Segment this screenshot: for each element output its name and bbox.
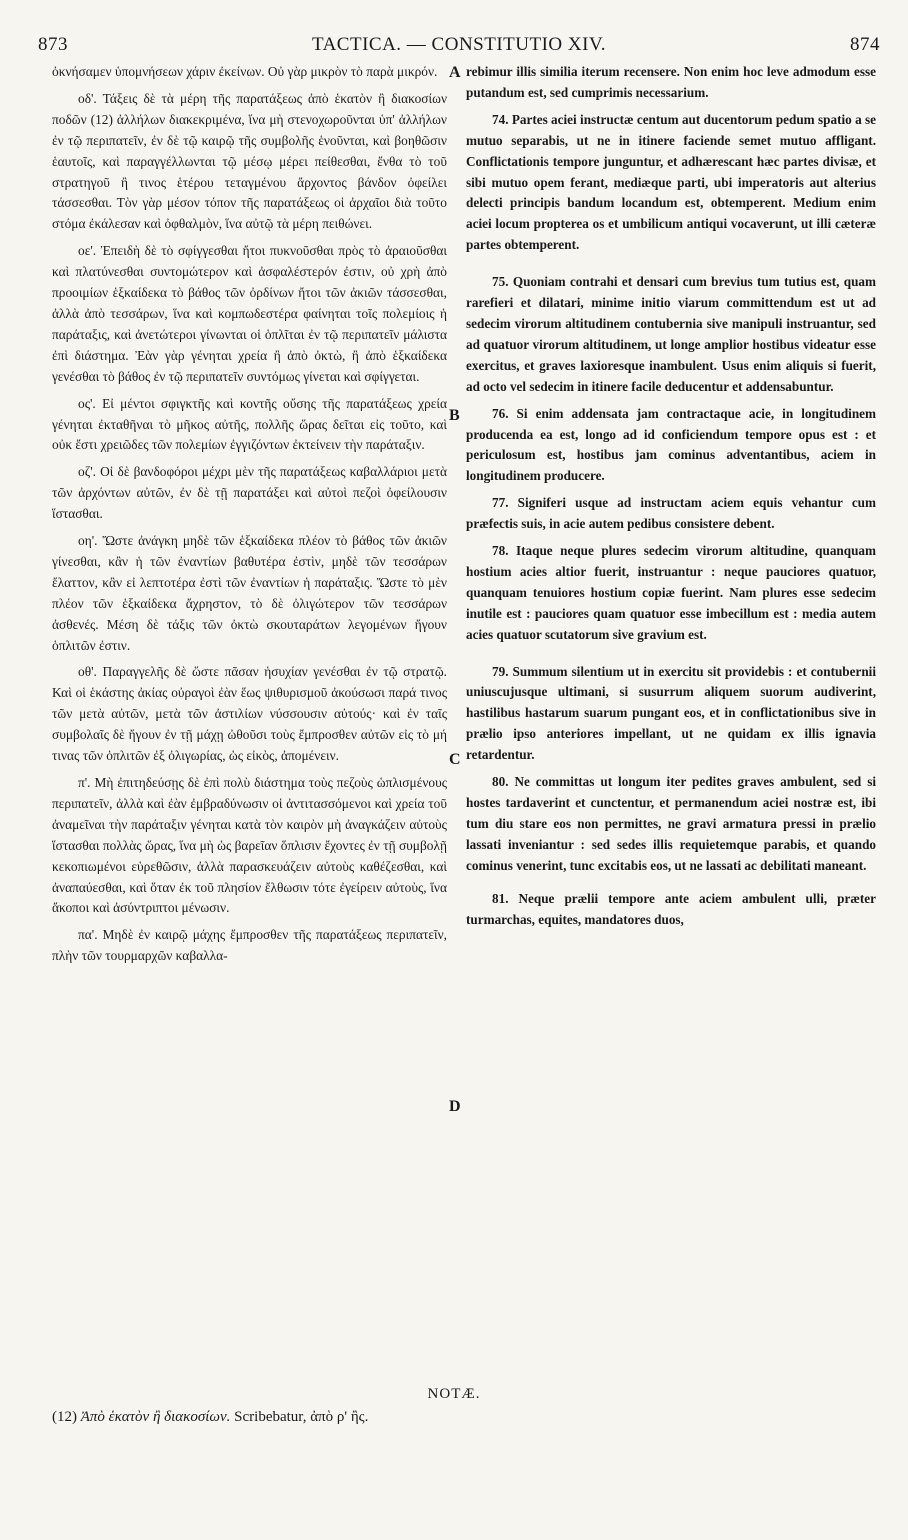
margin-marker-a: A — [449, 64, 461, 81]
latin-paragraph: 80. Ne committas ut longum iter pedites graves ambulent, sed si hostes tardaverint et cunctentur, et permanendum aciei nostræ est, ibi tum diu stare eos non permittes, ne gravi armatura pressi in prælio lassati inveniantur : sed sedes illis requietemque parabis, et quando cominus venerint, tunc excitabis eos, ut ne lassati ac debilitati maneant. — [466, 774, 876, 873]
greek-paragraph: ος'. Εἰ μέντοι σφιγκτῆς καὶ κοντῆς οὔσης τῆς παρατάξεως χρεία γένηται ἐκταθῆναι τὸ μῆκος αὐτῆς, πολλῆς ὥρας δεῖται εἰς τοῦτο, καὶ οὐκ ἔστι χρειῶδες τῶν πολεμίων ἐγγιζόντων ἐκτείνειν τὴν παράταξιν. — [52, 395, 447, 453]
latin-paragraph: 78. Itaque neque plures sedecim virorum altitudine, quanquam hostium acies altior fuerit, instruantur : neque pauciores quatuor, quanquam tenuiores hostium copiæ fuerint. Nam plures esse sedecim inutile est : pauciores quam quatuor esse imbecillum est : media autem acies quatuor scutatorum sive gravium est. — [466, 543, 876, 642]
footnote-greek: Ἀπὸ ἑκατὸν ἢ διακοσίων. — [80, 1409, 231, 1425]
greek-paragraph: οη'. Ὥστε ἀνάγκη μηδὲ τῶν ἑξκαίδεκα πλέον τὸ βάθος τῶν ἀκιῶν γίνεσθαι, κἂν ἡ τῶν ἐναντίων βαθυτέρα ἐστὶν, μηδὲ τῶν τεσσάρων ἔλαττον, κἂν εἰ λεπτοτέρα ἐστὶ τῶν ἐναντίων ἡ παράταξις. Ὥστε τὸ μὲν πλέον τῶν ἑξκαίδεκα ἄχρηστον, τὸ δὲ ὀλιγώτερον τῶν τεσσάρων ἀσθενές. Μέση δὲ τάξις τῶν ὀκτὼ σκουταράτων λεγομένων ἤγουν ὁπλιτῶν ἐστιν. — [52, 533, 447, 653]
page-number-left: 873 — [38, 34, 68, 55]
margin-marker-c: C — [449, 751, 461, 768]
latin-paragraph: rebimur illis similia iterum recensere. Non enim hoc leve admodum esse putandum est, sed cumprimis necessarium. — [466, 64, 876, 100]
margin-marker-d: D — [449, 1098, 461, 1115]
latin-column — [466, 62, 876, 930]
page-header — [38, 34, 880, 60]
footnote — [52, 1409, 872, 1426]
greek-paragraph: ὀκνήσαμεν ὑπομνήσεων χάριν ἐκείνων. Οὐ γὰρ μικρὸν τὸ παρὰ μικρόν. — [52, 64, 438, 79]
latin-paragraph: 77. Signiferi usque ad instructam aciem equis vehantur cum præfectis suis, in acie autem pedibus consistere debent. — [466, 495, 876, 532]
page-number-right: 874 — [849, 34, 880, 55]
latin-paragraph: 75. Quoniam contrahi et densari cum brevius tum tutius est, quam rarefieri et dilatari, minime initio viarum committendum est ut ad sedecim virorum altitudinem contubernia sive manipuli instruantur, sed ad quatuor virorum altitudinem, ut longe amplior hostibus videatur esse exercitus, et graves laxioresque inambulent. Usus enim aliquis si fuerit, ad octo vel sedecim in itinere facile deducentur et addensabuntur. — [466, 274, 876, 394]
greek-column — [52, 62, 447, 967]
greek-paragraph: πα'. Μηδὲ ἐν καιρῷ μάχης ἔμπροσθεν τῆς παρατάξεως περιπατεῖν, πλὴν τῶν τουρμαρχῶν καβαλλα- — [52, 927, 447, 964]
greek-paragraph: οζ'. Οἱ δὲ βανδοφόροι μέχρι μὲν τῆς παρατάξεως καβαλλάριοι μετὰ τῶν ἀρχόντων αὐτῶν, ἐν δὲ τῇ παρατάξει καὶ αὐτοὶ πεζοὶ ὀφείλουσιν ἵστασθαι. — [52, 464, 447, 522]
latin-paragraph: 76. Si enim addensata jam contractaque acie, in longitudinem producenda ea est, longo ad id conficiendum tempore opus est : et periculosum est, hostibus jam cominus adventantibus, aciem in longitudinem producere. — [466, 405, 876, 484]
notes-heading: NOTÆ. — [427, 1386, 481, 1402]
latin-paragraph: 74. Partes aciei instructæ centum aut ducentorum pedum spatio a se mutuo separabis, ut ne in itinere faciende semet mutuo affligant. Conflictationis tempore junguntur, et adhærescant hæc partes divisæ, et sibi mutuo opem ferant, mediæque parti, ubi imperatoris aut alterius delecti principis bandum locandum est, obtemperent. Medium enim aciei locum propterea os et umbilicum antiqui vocaverunt, ut illi cæteræ partes obtemperent. — [466, 111, 876, 253]
latin-paragraph: 81. Neque prælii tempore ante aciem ambulent ulli, præter turmarchas, equites, mandatores duos, — [466, 890, 876, 927]
footnote-latin: Scribebatur, — [234, 1409, 307, 1425]
greek-paragraph: π'. Μὴ ἐπιτηδεύσῃς δὲ ἐπὶ πολὺ διάστημα τοὺς πεζοὺς ὡπλισμένους περιπατεῖν, ἀλλὰ καὶ ἐὰν ἐμβραδύνωσιν οἱ ἀντιτασσόμενοι καὶ χρεία τοῦ ἀναμεῖναι τὴν παράταξιν γένηται κατὰ τὸν καιρὸν μὴ ἀναγκάζειν αὐτοὺς ἵστασθαι πολλὰς ὥρας, ἵνα μὴ ὡς βαρεῖαν ὅπλισιν ἔχοντες ἐν τῇ συμβολῇ κεκοπιωμένοι εὑρεθῶσιν, ἀλλὰ παρασκευάζειν αὐτοὺς καθέζεσθαι, καὶ ἀναπαύεσθαι, καὶ ὅταν ἐκ τοῦ πλησίον ἔλθωσιν τότε ἐγείρειν αὐτοὺς, ἵνα ἄκοποι καὶ ἀσύντριπτοι μένωσιν. — [52, 775, 447, 916]
greek-paragraph: οθ'. Παραγγελῆς δὲ ὥστε πᾶσαν ἡσυχίαν γενέσθαι ἐν τῷ στρατῷ. Καὶ οἱ ἑκάστης ἀκίας οὐραγοὶ ἐὰν ἕως ψιθυρισμοῦ ἀκούσωσι παρά τινος τῶν μετὰ αὐτῶν, μετὰ τῶν ἀστιλίων νύσσουσιν αὐτούς· καὶ ἐν ταῖς συμβολαῖς δὲ ἤγουν ἐν τῇ μάχῃ ὠθοῦσι τοὺς ἔμπροσθεν αὐτῶν εἰς τὸ μή τινας τῶν ὁπλιτῶν ἐξ ὀλιγωρίας, ὡς εἰκὸς, ἀπομένειν. — [52, 664, 447, 764]
footnote-number: (12) — [52, 1409, 77, 1425]
footnote-tail: ἀπὸ ρ' ἢς. — [310, 1409, 369, 1425]
greek-paragraph: οδ'. Τάξεις δὲ τὰ μέρη τῆς παρατάξεως ἀπὸ ἑκατὸν ἢ διακοσίων ποδῶν (12) ἀλλήλων διακεκριμένα, ἵνα μὴ στενοχωροῦνται ὑπ' ἀλλήλων ἐν τῷ περιπατεῖν, ἐν δὲ τῷ καιρῷ τῆς συμβολῆς ἑνοῦνται, καὶ βοηθῶσιν ἑαυτοῖς, καὶ παραγγέλλωνται τῷ μέσῳ μέρει πείθεσθαι, ἔνθα τὸ τοῦ στρατηγοῦ ἢ τινος ἑτέρου τεταγμένου ἄρχοντος βάνδον ὀφείλει τάσσεσθαι. Τὸν γὰρ μέσον τόπον τῆς παρατάξεως οἱ ἀρχαῖοι διὰ τοῦτο στόμα ἐκάλεσαν καὶ ὀφθαλμὸν, ἵνα αὐτῷ τὰ μέρη πειθώνει. — [52, 90, 447, 232]
margin-marker-b: B — [449, 407, 460, 424]
running-title: TACTICA. — CONSTITUTIO XIV. — [312, 34, 606, 55]
latin-paragraph: 79. Summum silentium ut in exercitu sit providebis : et contubernii uniuscujusque ultimani, si susurrum aliquem suorum audiverint, hastilibus hastarum suarum pungant eos, et in conflictationibus sive in prælio ipso anteriores impellant, ut ne quidam ex illis ignavia retardentur. — [466, 663, 876, 763]
greek-paragraph: οε'. Ἐπειδὴ δὲ τὸ σφίγγεσθαι ἤτοι πυκνοῦσθαι πρὸς τὸ ἀραιοῦσθαι καὶ πλατύνεσθαι συντομώτερον καὶ ἀσφαλέστερόν ἐστιν, οὐ χρὴ ἀπὸ προοιμίων ἑξκαίδεκα τὸ βάθος τῶν ὀρδίνων ἤτοι τῶν ἀκιῶν τάσσεσθαι, ἀλλὰ ἀπὸ τεσσάρων, ἵνα καὶ κομπωδεστέρα φαίνηται τοῖς πολεμίοις ἡ παράταξις, καὶ ἀνετώτεροι γίνωνται οἱ ὁπλῖται ἐν τῷ περιπατεῖν μάλιστα ἐπὶ διάστημα. Ἐὰν γὰρ γένηται χρεία ἢ ἀπὸ ὀκτὼ, ἢ ἀπὸ ἑξκαίδεκα γενέσθαι τὸ βάθος ἐν τῷ περιπατεῖν συντόμως γίνεται καὶ σφίγγεται. — [52, 243, 447, 384]
